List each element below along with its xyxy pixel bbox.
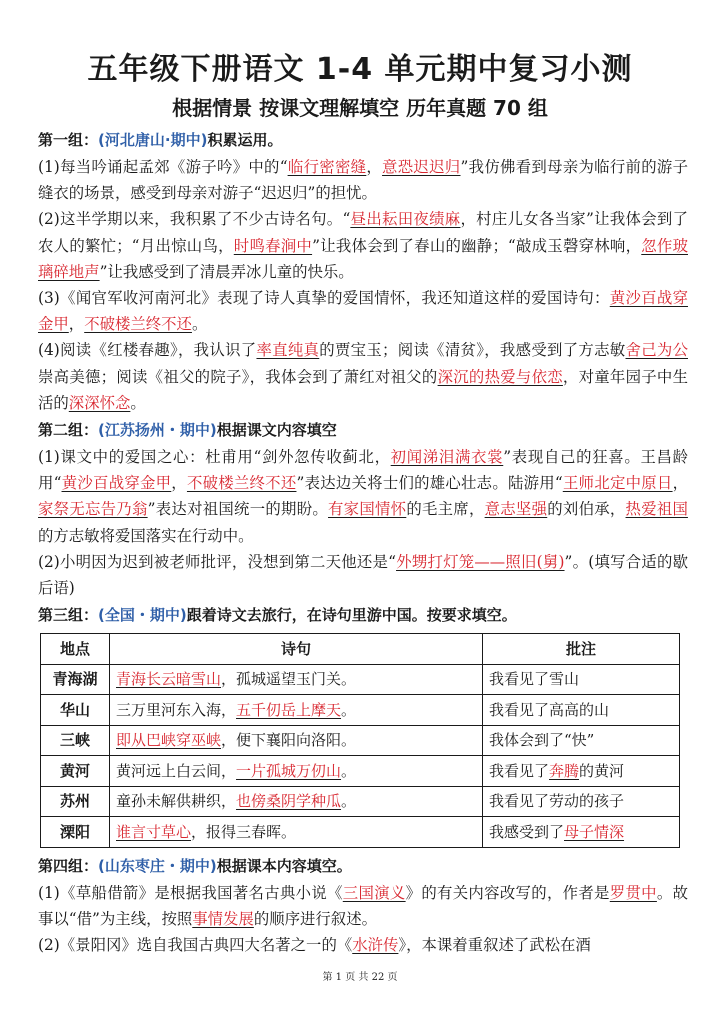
- answer: 水浒传: [352, 936, 399, 955]
- group-label: 第一组：: [38, 131, 99, 149]
- q-text: ”表达边关将士们的雄心壮志。陆游用“: [296, 474, 563, 493]
- answer: 谁言寸草心: [116, 822, 192, 841]
- group4-heading: [38, 852, 688, 880]
- q-text: 崇高美德；阅读《祖父的院子》，我体会到了萧红对祖父的: [38, 367, 438, 386]
- group-task: 根据课文内容填空: [216, 421, 337, 440]
- answer: 不破楼兰终不还: [84, 315, 192, 334]
- q-text: ，: [672, 474, 688, 493]
- answer: 也傍桑阴学种瓜: [236, 792, 342, 811]
- row-poem: [110, 756, 483, 787]
- page-title: 五年级下册语文 1-4 单元期中复习小测: [87, 52, 633, 87]
- answer: 母子情深: [564, 822, 625, 841]
- answer: 三国演义: [342, 883, 406, 902]
- table-row: [41, 664, 680, 695]
- poem-post: ，报得三春晖。: [191, 822, 297, 841]
- row-note: [483, 695, 680, 726]
- question-g4-2: [38, 932, 688, 958]
- poem-pre: 黄河远上白云间，: [116, 761, 237, 780]
- question-g2-2: [38, 549, 688, 601]
- note-text: 我看见了雪山: [489, 670, 580, 689]
- answer: 不破楼兰终不还: [186, 474, 297, 493]
- row-place: 溧阳: [41, 817, 110, 848]
- row-place: 青海湖: [41, 664, 110, 695]
- table-row: [41, 756, 680, 787]
- group-label: 第四组：: [38, 856, 99, 875]
- row-place: 三峡: [41, 725, 110, 756]
- question-g1-4: [38, 337, 688, 416]
- question-g1-2: [38, 206, 688, 285]
- table-row: [41, 725, 680, 756]
- header-poem: 诗句: [110, 634, 483, 665]
- answer: 忽作玻璃碎地声: [38, 236, 688, 281]
- q-text: ”让我体会到了春山的幽静；“敲成玉磬穿林响，: [312, 236, 642, 255]
- group-task: 积累运用。: [207, 131, 283, 149]
- q-text: 。: [130, 393, 146, 412]
- answer: 黄沙百战穿金甲: [61, 474, 172, 493]
- content: [38, 126, 688, 958]
- note-text: 我看见了高高的山: [489, 700, 610, 719]
- poem-pre: 三万里河东入海，: [116, 700, 237, 719]
- q-text: 》，本课着重叙述了武松在酒: [398, 936, 591, 955]
- group-label: 第二组：: [38, 421, 99, 440]
- row-note: [483, 664, 680, 695]
- poem-pre: 童孙未解供耕织，: [116, 792, 237, 811]
- poem-post: 。: [341, 792, 357, 811]
- q-text: ，对童年园子中生活的: [38, 367, 688, 412]
- answer: 外甥打灯笼——照旧(舅): [396, 552, 565, 571]
- row-note: [483, 756, 680, 787]
- note-text: 的黄河: [579, 761, 625, 780]
- q-text: (1)每当吟诵起孟郊《游子吟》中的“: [38, 158, 288, 176]
- answer: 昼出耘田夜绩麻: [350, 210, 461, 229]
- q-text: ，: [366, 158, 383, 176]
- answer: 舍己为公: [625, 341, 688, 360]
- q-text: 。: [191, 315, 208, 334]
- q-text: (1)《草船借箭》是根据我国著名古典小说《: [38, 883, 343, 902]
- table-row: [41, 786, 680, 817]
- row-place: 苏州: [41, 786, 110, 817]
- q-text: (3)《闻官军收河南河北》表现了诗人真挚的爱国情怀，我还知道这样的爱国诗句：: [38, 289, 610, 308]
- question-g1-3: [38, 285, 688, 337]
- group-task: 跟着诗文去旅行，在诗句里游中国。按要求填空。: [186, 606, 517, 625]
- q-text: (1)课文中的爱国之心：杜甫用“剑外忽传收蓟北，: [38, 448, 391, 467]
- row-poem: [110, 817, 483, 848]
- q-text: ”我仿佛看到母亲为临行前的游子缝衣的场景，感受到母亲对游子“迟迟归”的担忧。: [38, 158, 688, 203]
- answer: 临行密密缝: [287, 158, 367, 176]
- q-text: 的顺序进行叙述。: [253, 909, 377, 928]
- table-row: [41, 695, 680, 726]
- group3-heading: [38, 601, 688, 629]
- poem-post: 。: [341, 700, 357, 719]
- group2-heading: [38, 416, 688, 444]
- q-text: (2)这半学期以来，我积累了不少古诗名句。“: [38, 210, 351, 229]
- q-text: ”。(填写合适的歇后语): [38, 552, 689, 598]
- poem-table: [40, 633, 680, 848]
- question-g4-1: [38, 880, 688, 932]
- answer: 热爱祖国: [625, 500, 688, 519]
- row-place: 华山: [41, 695, 110, 726]
- q-text: 的毛主席，: [406, 500, 485, 519]
- answer: 罗贯中: [609, 883, 657, 902]
- answer: 五千仞岳上摩天: [236, 700, 342, 719]
- page-footer: 第 1 页 共 22 页: [322, 972, 398, 983]
- group-task: 根据课本内容填空。: [216, 856, 352, 875]
- table-row: [41, 817, 680, 848]
- q-text: 的方志敏将爱国落实在行动中。: [38, 526, 254, 545]
- row-poem: [110, 664, 483, 695]
- poem-post: ，便下襄阳向洛阳。: [221, 731, 357, 750]
- answer: 黄沙百战穿金甲: [38, 289, 688, 334]
- answer: 即从巴峡穿巫峡: [116, 731, 222, 750]
- group1-heading: [38, 126, 688, 154]
- row-poem: [110, 786, 483, 817]
- question-g1-1: [38, 154, 688, 206]
- poem-post: ，孤城遥望玉门关。: [221, 670, 357, 689]
- group-label: 第三组：: [38, 606, 99, 625]
- q-text: ”表现自己的狂喜。王昌龄用“: [38, 448, 689, 493]
- answer: 有家国情怀: [328, 500, 407, 519]
- row-poem: [110, 725, 483, 756]
- q-text: (4)阅读《红楼春趣》，我认识了: [38, 341, 257, 360]
- q-text: 。故事以“借”为主线，按照: [38, 883, 688, 928]
- answer: 初闻涕泪满衣裳: [390, 448, 504, 467]
- group-source: (山东枣庄・期中): [98, 856, 217, 875]
- note-text: 我感受到了: [489, 822, 565, 841]
- header-note: 批注: [483, 634, 680, 665]
- group-source: (全国・期中): [98, 606, 187, 625]
- answer: 家祭无忘告乃翁: [38, 500, 148, 519]
- answer: 一片孤城万仞山: [236, 761, 342, 780]
- note-text: 我看见了劳动的孩子: [489, 792, 625, 811]
- q-text: ，村庄儿女各当家”让我体会到了农人的繁忙；“月出惊山鸟，: [38, 210, 688, 255]
- group-source: (河北唐山·期中): [98, 131, 208, 149]
- answer: 奔腾: [549, 761, 580, 780]
- q-text: 》的有关内容改写的，作者是: [405, 883, 610, 902]
- table-header-row: [41, 634, 680, 665]
- answer: 率直纯真: [256, 341, 320, 360]
- answer: 王师北定中原日: [562, 474, 673, 493]
- q-text: ，: [171, 474, 187, 493]
- row-place: 黄河: [41, 756, 110, 787]
- answer: 青海长云暗雪山: [116, 670, 222, 689]
- answer: 深深怀念: [68, 393, 131, 412]
- group-source: (江苏扬州・期中): [98, 421, 217, 440]
- poem-post: 。: [341, 761, 357, 780]
- question-g2-1: [38, 444, 688, 549]
- q-text: ”表达对祖国统一的期盼。: [147, 500, 329, 519]
- q-text: ，: [68, 315, 85, 334]
- row-poem: [110, 695, 483, 726]
- answer: 时鸣春涧中: [233, 236, 313, 255]
- answer: 事情发展: [192, 909, 254, 928]
- q-text: 的贾宝玉；阅读《清贫》，我感受到了方志敏: [319, 341, 626, 360]
- q-text: (2)《景阳冈》选自我国古典四大名著之一的《: [38, 936, 353, 955]
- header-place: 地点: [41, 634, 110, 665]
- row-note: [483, 786, 680, 817]
- q-text: (2)小明因为迟到被老师批评，没想到第二天他还是“: [38, 552, 397, 571]
- page-subtitle: 根据情景 按课文理解填空 历年真题 70 组: [172, 96, 548, 120]
- note-text: 我看见了: [489, 761, 550, 780]
- q-text: ”让我感受到了清晨弄冰儿童的快乐。: [99, 262, 354, 281]
- note-text: 我体会到了“快”: [489, 731, 595, 750]
- row-note: [483, 725, 680, 756]
- answer: 意恐迟迟归: [382, 158, 461, 176]
- row-note: [483, 817, 680, 848]
- answer: 深沉的热爱与依恋: [437, 367, 563, 386]
- q-text: 的刘伯承，: [547, 500, 626, 519]
- answer: 意志坚强: [484, 500, 548, 519]
